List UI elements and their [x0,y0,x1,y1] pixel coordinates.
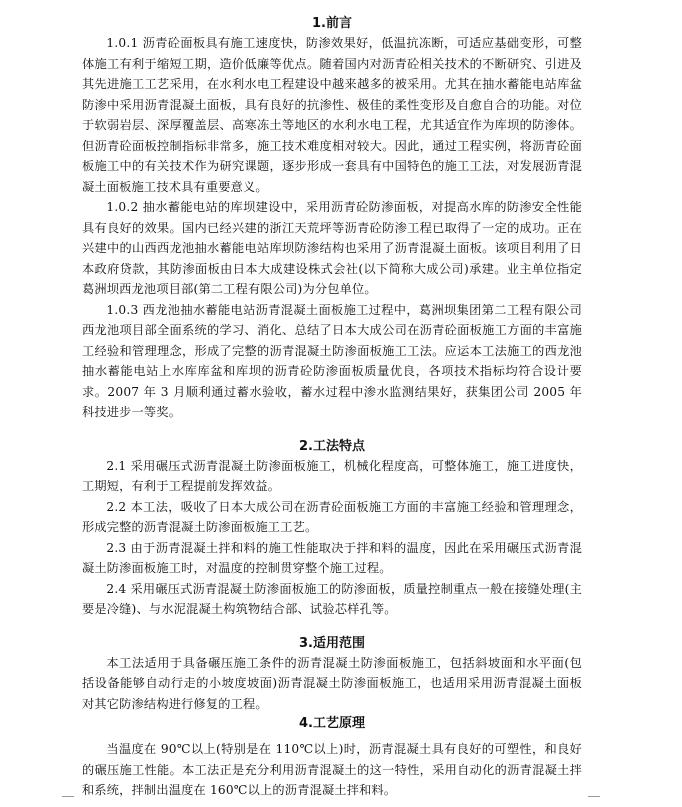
section-heading-preface: 1.前言 [312,16,352,31]
paragraph: 2.3 由于沥青混凝土拌和料的施工性能取决于拌和料的温度，因此在采用碾压式沥青混凝土防渗面板施工时，对温度的控制贯穿整个施工过程。 [82,540,582,575]
section-heading-principle: 4.工艺原理 [299,716,365,731]
paragraph: 2.1 采用碾压式沥青混凝土防渗面板施工，机械化程度高，可整体施工，施工进度快，工期短，有利于工程提前发挥效益。 [82,458,582,493]
paragraph: 2.2 本工法，吸收了日本大成公司在沥青砼面板施工方面的丰富施工经验和管理理念，形成完整的沥青混凝土防渗面板施工工艺。 [82,499,582,534]
page-corner-mark-left [62,796,74,807]
spacer [82,423,582,437]
section-heading-features: 2.工法特点 [299,438,365,454]
paragraph: 1.0.2 抽水蓄能电站的库坝建设中，采用沥青砼防渗面板，对提高水库的防渗安全性能具有良好的效果。国内已经兴建的浙江天荒坪等沥青砼防渗工程已取得了一定的成功。正在兴建中的山西西龙池抽水蓄能电站库坝防渗结构也采用了沥青混凝土面板。该项目利用了日本政府贷款，其防渗面板由日本大成建设株式会社(以下简称大成公司)承建。业主单位指定葛洲坝西龙池项目部(第二工程有限公司)为分包单位。 [82,200,582,296]
page-corner-mark-right [588,796,600,807]
paragraph: 1.0.3 西龙池抽水蓄能电站沥青混凝土面板施工过程中，葛洲坝集团第二工程有限公司西龙池项目部全面系统的学习、消化、总结了日本大成公司在沥青砼面板施工方面的丰富施工经验和管理理念，形成了完整的沥青混凝土防渗面板施工工法。应运本工法施工的西龙池抽水蓄能电站上水库库盆和库坝的沥青砼防渗面板质量优良，各项技术指标均符合设计要求。2007 年 3 月顺利通过蓄水验收，蓄水过程中渗水监测结果好，获集团公司 2005 年科技进步一等奖。 [82,302,582,419]
section-heading-scope: 3.适用范围 [299,635,365,651]
document-body [82,14,582,801]
spacer [82,620,582,634]
paragraph: 当温度在 90℃以上(特别是在 110℃以上)时，沥青混凝土具有良好的可塑性，和良好的碾压施工性能。本工法正是充分利用沥青混凝土的这一特性，采用自动化的沥青混凝土拌和系统，拌制出温度在 160℃以上的沥青混凝土拌和料。 [82,742,582,797]
paragraph: 2.4 采用碾压式沥青混凝土防渗面板施工的防渗面板，质量控制重点一般在接缝处理(主要是冷缝)、与水泥混凝土构筑物结合部、试验芯样孔等。 [82,581,582,616]
paragraph: 1.0.1 沥青砼面板具有施工速度快，防渗效果好，低温抗冻断，可适应基础变形，可整体施工有利于缩短工期，造价低廉等优点。随着国内对沥青砼相关技术的不断研究、引进及其先进施工工艺采用，在水利水电工程建设中越来越多的被采用。尤其在抽水蓄能电站库盆防渗中采用沥青混凝土面板，具有良好的抗渗性、极佳的柔性变形及自愈自合的功能。对位于软弱岩层、深厚覆盖层、高寒冻土等地区的水利水电工程，尤其适宜作为库坝的防渗体。但沥青砼面板控制指标非常多，施工技术难度相对较大。因此，通过工程实例，将沥青砼面板施工中的有关技术作为研究课题，逐步形成一套具有中国特色的施工工法，对发展沥青混凝土面板施工技术具有重要意义。 [82,36,582,194]
paragraph: 本工法适用于具备碾压施工条件的沥青混凝土防渗面板施工，包括斜坡面和水平面(包括设备能够自动行走的小坡度坡面)沥青混凝土防渗面板施工，也适用采用沥青混凝土面板对其它防渗结构进行修复的工程。 [82,655,582,711]
